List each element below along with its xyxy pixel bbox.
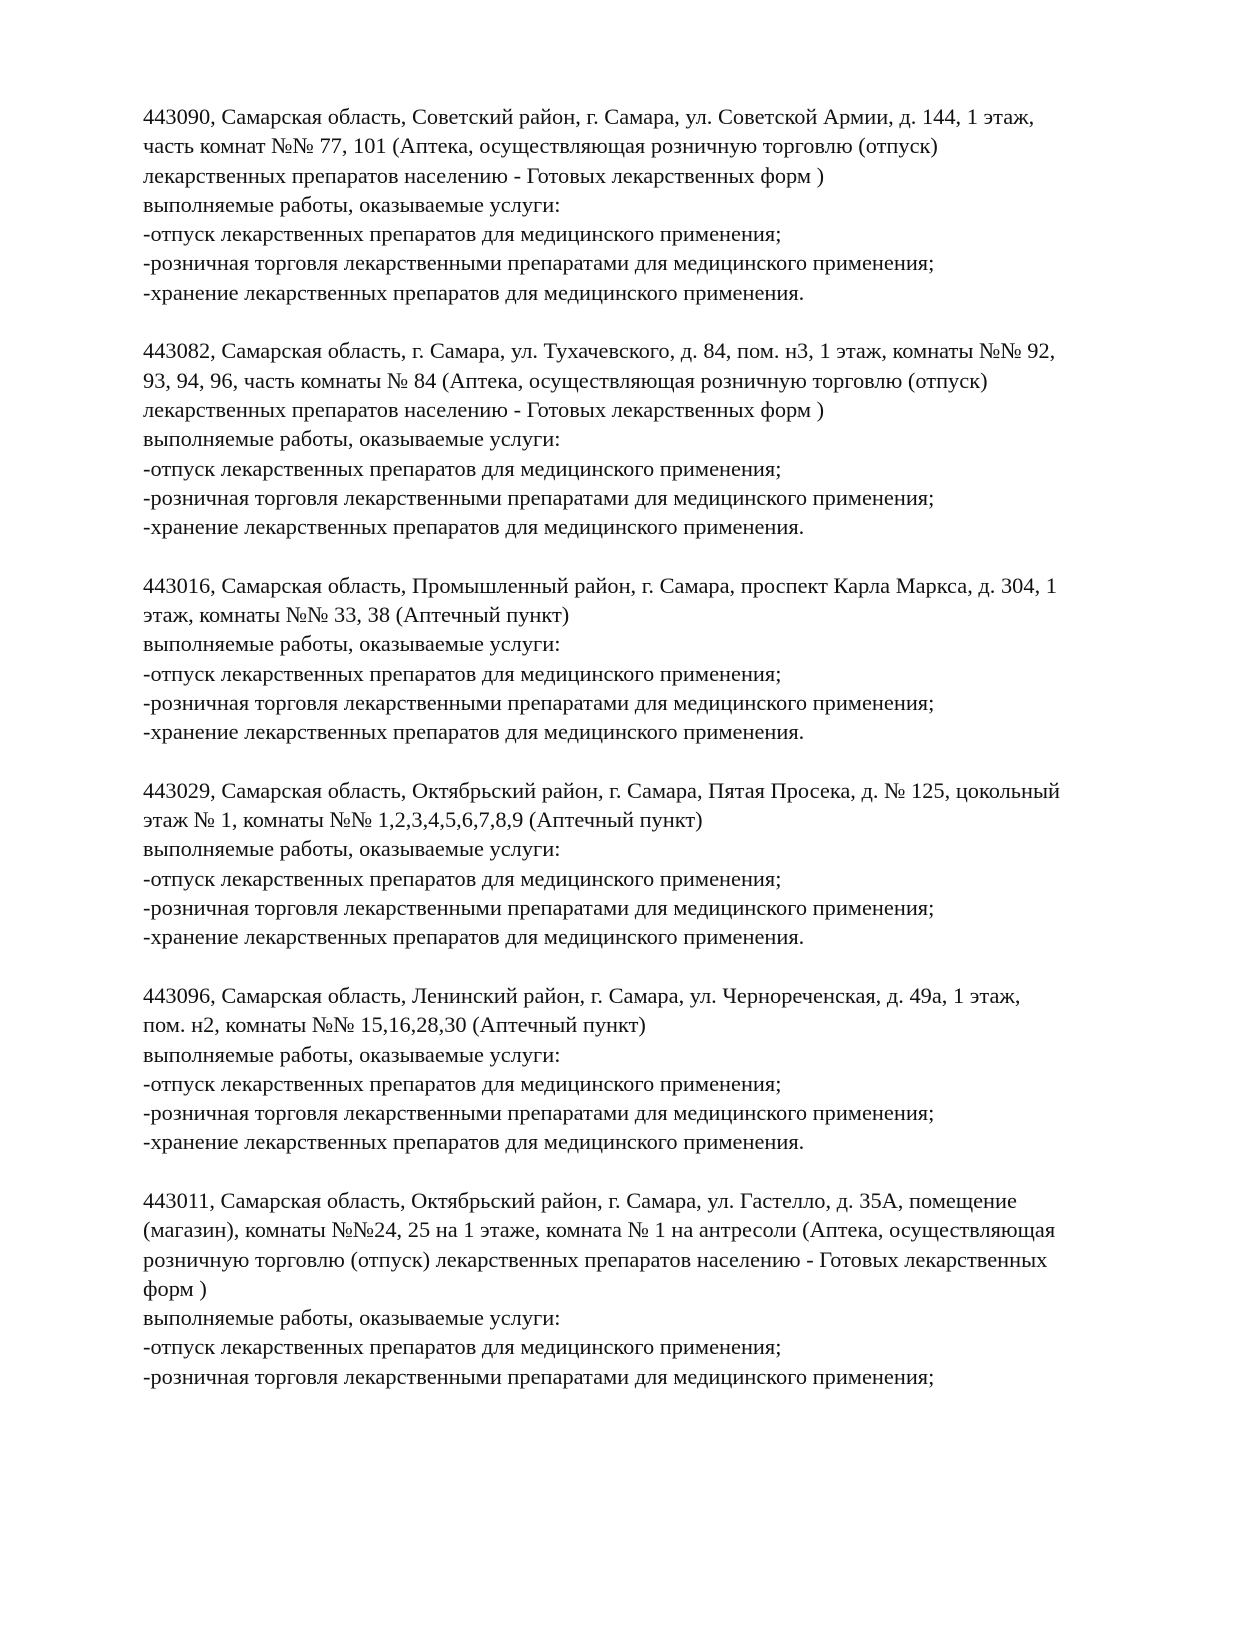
address-line: форм )	[143, 1275, 207, 1301]
service-item: -хранение лекарственных препаратов для медицинского применения.	[143, 924, 805, 950]
service-item: -розничная торговля лекарственными препаратами для медицинского применения;	[143, 1100, 935, 1126]
service-item: -хранение лекарственных препаратов для медицинского применения.	[143, 514, 805, 540]
document-body	[143, 102, 1153, 1420]
services-heading: выполняемые работы, оказываемые услуги:	[143, 1305, 561, 1331]
address-line: часть комнат №№ 77, 101 (Аптека, осуществляющая розничную торговлю (отпуск)	[143, 133, 938, 159]
service-item: -хранение лекарственных препаратов для медицинского применения.	[143, 1129, 805, 1155]
service-item: -розничная торговля лекарственными препаратами для медицинского применения;	[143, 484, 935, 510]
service-item: -отпуск лекарственных препаратов для медицинского применения;	[143, 1070, 782, 1096]
address-line: пом. н2, комнаты №№ 15,16,28,30 (Аптечный пункт)	[143, 1012, 646, 1038]
service-item: -отпуск лекарственных препаратов для медицинского применения;	[143, 865, 782, 891]
service-item: -розничная торговля лекарственными препаратами для медицинского применения;	[143, 1363, 935, 1389]
address-line: розничную торговлю (отпуск) лекарственных препаратов населению - Готовых лекарственных	[143, 1246, 1048, 1272]
services-heading: выполняемые работы, оказываемые услуги:	[143, 1041, 561, 1067]
service-item: -отпуск лекарственных препаратов для медицинского применения;	[143, 660, 782, 686]
license-entry	[143, 1186, 1153, 1391]
license-entry	[143, 776, 1153, 952]
service-item: -отпуск лекарственных препаратов для медицинского применения;	[143, 221, 782, 247]
services-heading: выполняемые работы, оказываемые услуги:	[143, 426, 561, 452]
service-item: -розничная торговля лекарственными препаратами для медицинского применения;	[143, 250, 935, 276]
address-line: (магазин), комнаты №№24, 25 на 1 этаже, комната № 1 на антресоли (Аптека, осуществляющая	[143, 1217, 1056, 1243]
address-line: лекарственных препаратов населению - Готовых лекарственных форм )	[143, 162, 825, 188]
address-line: 443029, Самарская область, Октябрьский район, г. Самара, Пятая Просека, д. № 125, цокольный	[143, 777, 1061, 803]
service-item: -отпуск лекарственных препаратов для медицинского применения;	[143, 455, 782, 481]
address-line: 443090, Самарская область, Советский район, г. Самара, ул. Советской Армии, д. 144, 1 этаж,	[143, 104, 1035, 129]
address-line: 443011, Самарская область, Октябрьский район, г. Самара, ул. Гастелло, д. 35А, помещение	[143, 1187, 1017, 1213]
services-heading: выполняемые работы, оказываемые услуги:	[143, 191, 561, 217]
service-item: -розничная торговля лекарственными препаратами для медицинского применения;	[143, 895, 935, 921]
service-item: -отпуск лекарственных препаратов для медицинского применения;	[143, 1334, 782, 1360]
license-entry	[143, 571, 1153, 747]
service-item: -хранение лекарственных препаратов для медицинского применения.	[143, 719, 805, 745]
license-entry	[143, 102, 1153, 307]
address-line: 93, 94, 96, часть комнаты № 84 (Аптека, осуществляющая розничную торговлю (отпуск)	[143, 367, 988, 393]
address-line: этаж, комнаты №№ 33, 38 (Аптечный пункт)	[143, 602, 570, 628]
address-line: 443082, Самарская область, г. Самара, ул. Тухачевского, д. 84, пом. н3, 1 этаж, комнаты №№ 92,	[143, 338, 1056, 364]
services-heading: выполняемые работы, оказываемые услуги:	[143, 631, 561, 657]
license-entry	[143, 981, 1153, 1157]
service-item: -розничная торговля лекарственными препаратами для медицинского применения;	[143, 689, 935, 715]
address-line: 443096, Самарская область, Ленинский район, г. Самара, ул. Чернореченская, д. 49а, 1 этаж,	[143, 982, 1021, 1008]
address-line: этаж № 1, комнаты №№ 1,2,3,4,5,6,7,8,9 (Аптечный пункт)	[143, 807, 703, 833]
address-line: 443016, Самарская область, Промышленный район, г. Самара, проспект Карла Маркса, д. 304, 1	[143, 572, 1057, 598]
license-entry	[143, 336, 1153, 541]
address-line: лекарственных препаратов населению - Готовых лекарственных форм )	[143, 396, 825, 422]
service-item: -хранение лекарственных препаратов для медицинского применения.	[143, 279, 805, 305]
services-heading: выполняемые работы, оказываемые услуги:	[143, 836, 561, 862]
